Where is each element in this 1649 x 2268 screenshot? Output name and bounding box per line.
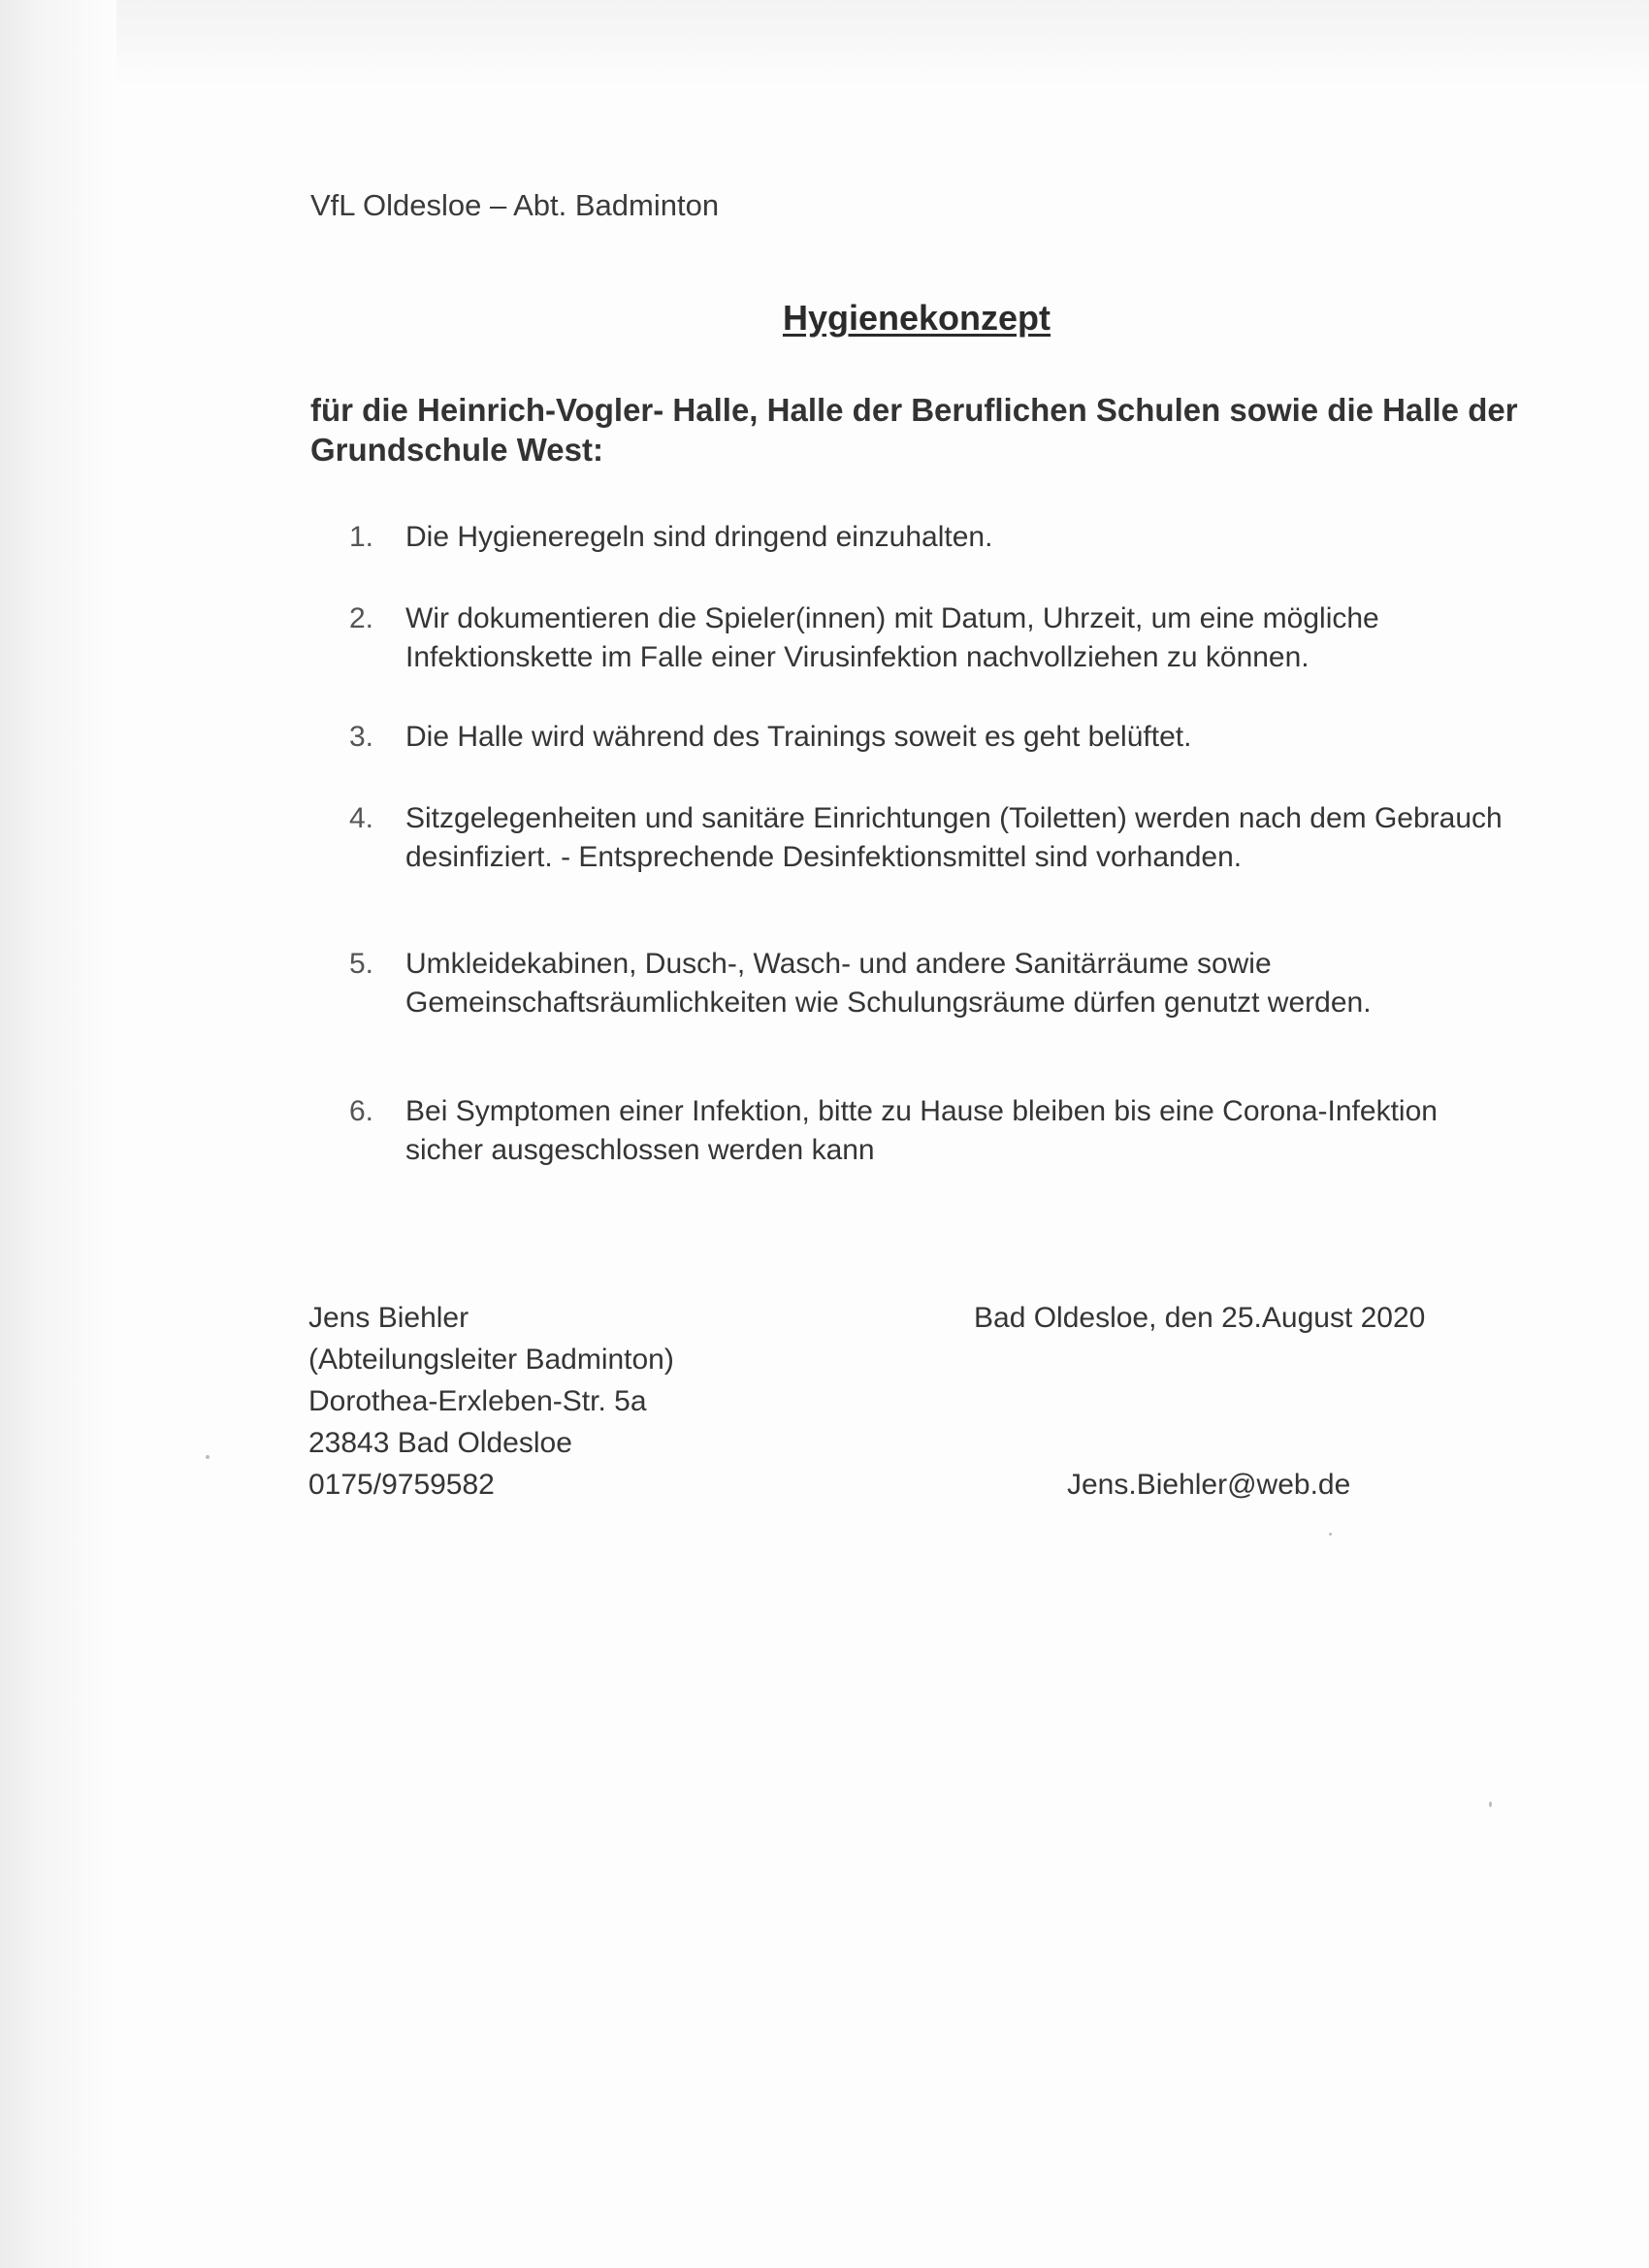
scan-edge-shadow: [0, 0, 116, 2268]
place-date: Bad Oldesloe, den 25.August 2020: [974, 1302, 1426, 1334]
rule-text: Sitzgelegenheiten und sanitäre Einrichtungen (Toiletten) werden nach dem Gebrauch desinfiziert. - Entsprechende Desinfektionsmittel sind vorhanden.: [405, 802, 1503, 873]
rule-item-4: [349, 799, 1533, 877]
rule-text: Wir dokumentieren die Spieler(innen) mit Datum, Uhrzeit, um eine mögliche Infektionskette im Falle einer Virusinfektion nachvollziehen zu können.: [405, 602, 1379, 673]
rule-number: 1.: [349, 521, 374, 553]
rule-text: Umkleidekabinen, Dusch-, Wasch- und andere Sanitärräume sowie Gemeinschaftsräumlichkeiten wie Schulungsräume dürfen genutzt werden.: [405, 948, 1372, 1019]
signer-role: (Abteilungsleiter Badminton): [308, 1344, 674, 1376]
rule-text: Die Halle wird während des Trainings soweit es geht belüftet.: [405, 721, 1192, 753]
signature-block: [308, 1297, 674, 1506]
contact-email: Jens.Biehler@web.de: [1067, 1469, 1351, 1501]
rule-item-3: [349, 718, 1533, 757]
rule-number: 3.: [349, 721, 374, 753]
signer-city: 23843 Bad Oldesloe: [308, 1427, 572, 1459]
rule-item-1: [349, 518, 1533, 557]
rule-number: 2.: [349, 602, 374, 634]
club-header: VfL Oldesloe – Abt. Badminton: [310, 188, 720, 222]
rule-number: 4.: [349, 802, 374, 834]
signer-street: Dorothea-Erxleben-Str. 5a: [308, 1385, 647, 1417]
rule-item-5: [349, 945, 1533, 1022]
signer-name: Jens Biehler: [308, 1302, 469, 1334]
rule-number: 6.: [349, 1095, 374, 1127]
rule-number: 5.: [349, 948, 374, 980]
scan-top-shadow: [116, 0, 1649, 87]
document-subtitle: für die Heinrich-Vogler- Halle, Halle der Beruflichen Schulen sowie die Halle der Grundschule West:: [310, 392, 1518, 468]
rule-text: Die Hygieneregeln sind dringend einzuhalten.: [405, 521, 993, 553]
rule-item-2: [349, 599, 1533, 677]
signer-phone: 0175/9759582: [308, 1469, 495, 1501]
scan-speck: [1489, 1801, 1492, 1807]
document-title: Hygienekonzept: [782, 298, 1051, 338]
scan-speck: [1329, 1533, 1332, 1536]
scan-speck: [206, 1455, 210, 1459]
rule-text: Bei Symptomen einer Infektion, bitte zu Hause bleiben bis eine Corona-Infektion sicher ausgeschlossen werden kann: [405, 1095, 1438, 1166]
rule-item-6: [349, 1092, 1533, 1170]
